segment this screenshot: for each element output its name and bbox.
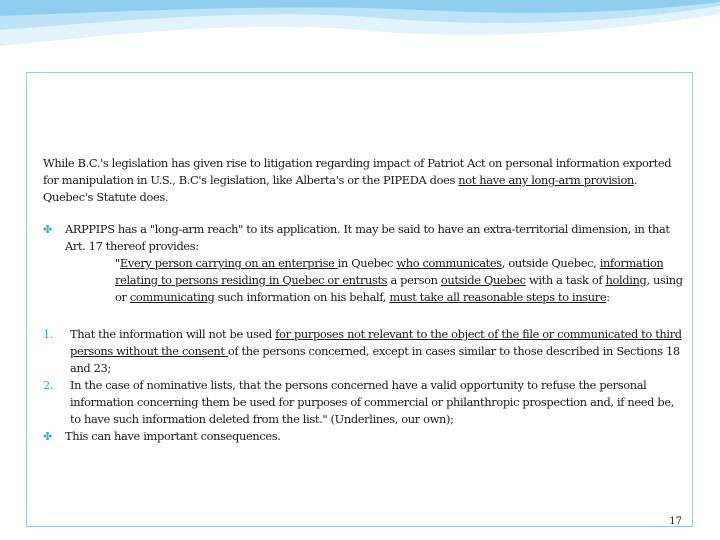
quote-underlined: holding (605, 273, 647, 287)
intro-underlined: not have any long-arm provision (458, 173, 634, 187)
intro-text-end: . Quebec's Statute does. (43, 173, 638, 204)
intro-paragraph (43, 155, 683, 206)
quote-underlined: Every person carrying on an enterprise (119, 256, 338, 270)
quote-underlined: outside Quebec (440, 273, 526, 287)
intro-text: While B.C.'s legislation has given rise to litigation regarding impact of Patriot Act on personal information exported for manipulation in U.S., B.C's legislation, like Alberta's or the PIPEDA does (43, 156, 672, 187)
numbered-item-2 (43, 377, 683, 428)
bullet-arppips (43, 221, 683, 255)
bullet-arppips-text: ARPPIPS has a "long-arm reach" to its application. It may be said to have an extra-territorial dimension, in that Art. 17 thereof provides: (65, 222, 670, 253)
quote-text: : (606, 290, 610, 304)
quote-underlined: communicating (129, 290, 215, 304)
item-text: That the information will not be used (70, 327, 276, 341)
quote-text: a person (387, 273, 441, 287)
item-number: 1. (43, 327, 54, 341)
wave-header-decoration (0, 0, 720, 60)
quote-text: such information on his behalf, (214, 290, 390, 304)
quote-text: , outside Quebec, (501, 256, 600, 270)
quote-underlined: information relating to persons residing in Quebec or entrusts (115, 256, 664, 287)
item-underlined: for purposes not relevant to the object of the file or communicated to third persons without the consent (70, 327, 682, 358)
swirl-bullet-icon: ✤ (43, 223, 52, 236)
item-text: of the persons concerned, except in cases similar to those described in Sections 18 and 23; (70, 344, 680, 375)
bullet-consequences-text: This can have important consequences. (65, 429, 281, 443)
slide-body (43, 155, 683, 445)
quote-text: with a task of (525, 273, 606, 287)
article-17-quote (43, 255, 683, 306)
quote-text: in Quebec (337, 256, 397, 270)
quote-open: " (115, 256, 120, 270)
item-number: 2. (43, 378, 54, 392)
item-text: In the case of nominative lists, that the persons concerned have a valid opportunity to refuse the personal information concerning them be used for purposes of commercial or philanthropic prospection and, if need be, to have such information deleted from the list." (Underlines, our own); (70, 378, 674, 426)
bullet-consequences (43, 428, 683, 445)
quote-underlined: must take all reasonable steps to insure (389, 290, 607, 304)
quote-underlined: who communicates (396, 256, 502, 270)
page-number: 17 (669, 516, 682, 527)
numbered-item-1 (43, 326, 683, 377)
quote-text: , using or (115, 273, 683, 304)
swirl-bullet-icon: ✤ (43, 430, 52, 443)
